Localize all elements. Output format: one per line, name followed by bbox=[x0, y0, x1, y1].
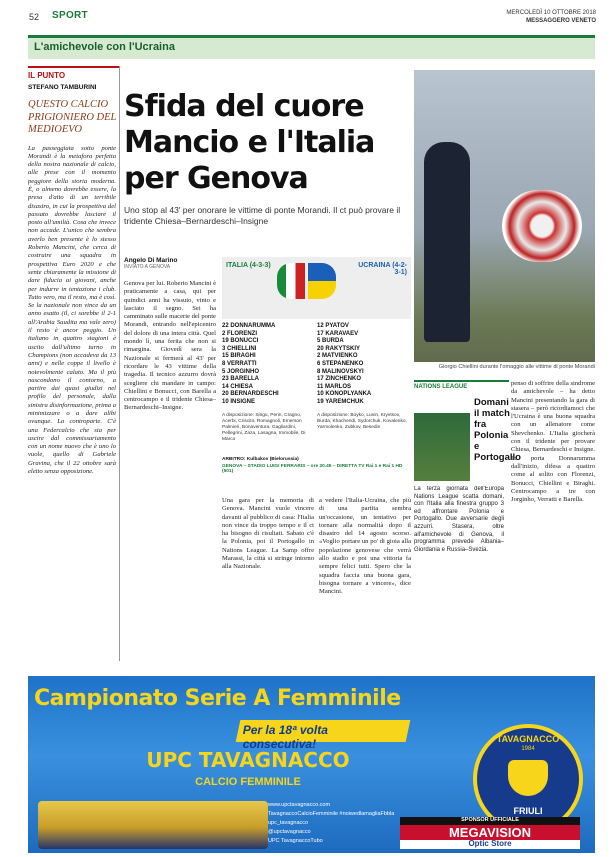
team-italy: ITALIA (4-3-3) bbox=[226, 262, 271, 269]
column-body: La passeggiata sotto ponte Morandi è la metafora perfetta della nostra nazionale di calcio, alle prese con il momento peggiore della storia moderna. È, o almeno dovrebbe essere, la presa d'atto di un terribile disastro, in cui la prospettiva del passato dovrebbe lasciare il posto all'umiltà. Cosa che invece non accade. L'unico che sembra averlo ben presente è lo stesso Roberto Mancini, che cerca di costruire una squadra in prospettiva Euro 2020 e che sente chiaramente la missione di dare fiducia ai giovani, anche per indurre in tentazione i club. Tutto vero, ma il resto, ma è così. Se la nazionale non vince da un anno esatto (il, ci sarebbe il 2-1 all'Arabia Saudita ma vale zero) il resto è ancor peggio. Un italiano in quattro stagioni è uscito dall'ultimo turno in Champions (non accadeva da 13 anni) e nelle coppe il livello è notevolmente calato. Ma il più nascondono il contorno, a partire dai quasi giudizi nel profilo del personale, dalla sinistra disinformazione, prima a minimizzare o a dare alibi ovunque. La controparte. C'è una Federcalcio che sta per uscire dal commissariamento con un nome nuovo che è uno lo vuole, quello di Gabriele Gravina, che il 22 ottobre sarà eletto senza opposizione. bbox=[28, 144, 116, 476]
column-author: STEFANO TAMBURINI bbox=[28, 84, 97, 91]
social-link[interactable]: upc_tavagnacco bbox=[268, 820, 309, 826]
advertisement bbox=[28, 676, 595, 853]
side-title: Domani il match fra Polonia e Portogallo bbox=[474, 397, 521, 463]
social-link[interactable]: TavagnaccoCalcioFemminile #noiwedlamagliaFbbla bbox=[268, 811, 395, 817]
italy-player: 22 DONNARUMMA bbox=[222, 323, 276, 329]
sponsor-label: SPONSOR UFFICIALE bbox=[400, 817, 580, 825]
italy-player: 20 BERNARDESCHI bbox=[222, 391, 279, 398]
ad-club-sub: CALCIO FEMMINILE bbox=[195, 776, 301, 788]
social-link[interactable]: www.upctavagnacco.com bbox=[268, 802, 331, 808]
ukraine-bench: A disposizione: Boyko, Lunin, Kryvtsov, Burda, Khacheridi, Sydorchuk, Kovalenko, Yarmolenko, Zubkov, Besedin bbox=[317, 413, 407, 430]
side-label: NATIONS LEAGUE bbox=[414, 380, 509, 390]
ad-tagline-banner bbox=[236, 720, 411, 751]
sponsor-box bbox=[400, 817, 580, 849]
section-banner-text: L'amichevole con l'Ucraina bbox=[34, 41, 175, 53]
italy-player: 3 CHIELLINI bbox=[222, 345, 257, 352]
ukraine-flag-icon bbox=[308, 263, 336, 299]
side-body: La terza giornata dell'Europa Nations League scatta domani, con l'Italia alla finestra gruppo 3 ed affrontare Polonia e Portogallo. Due avversarie degli azzurri. Stasera, oltre all'amichevole di Genova, il programma prevede Albania–Giordania e Russia–Svezia. bbox=[414, 486, 504, 553]
left-column bbox=[28, 66, 120, 661]
subheadline: Uno stop al 43' per onorare le vittime di ponte Morandi. Il ct può provare il tridente Chiesa–Bernardeschi–Insigne bbox=[124, 205, 401, 226]
italy-player: 8 VERRATTI bbox=[222, 360, 257, 367]
italy-player: 14 CHIESA bbox=[222, 383, 254, 390]
eagle-icon bbox=[508, 760, 548, 796]
page-number: 52 bbox=[29, 12, 40, 22]
byline-name: Angelo Di Marino bbox=[124, 257, 178, 264]
ukraine-player: 6 STEPANENKO bbox=[317, 360, 364, 367]
column-title: QUESTO CALCIO PRIGIONIERO DEL MEDIOEVO bbox=[28, 99, 117, 135]
social-link[interactable]: @upctavagnacco bbox=[268, 829, 311, 835]
lineup-box bbox=[222, 257, 411, 492]
sponsor-name: MEGAVISION bbox=[400, 825, 580, 840]
italy-player: 19 BONUCCI bbox=[222, 338, 259, 345]
section-label: SPORT bbox=[52, 10, 88, 21]
article-col-3: a vedere l'Italia-Ucraina, che più di una partita sembra un'occasione, un tentativo per tornare alla normalità dopo il disastro del 14 agosto scorso. «Voglio portare un po' di gioia alla popolazione genovese che verrà allo stadio e poi una vittoria fa sempre felici tutti. Spero che la squadra faccia una buona gara, bisogna tornare a vincere», dice Mancini. bbox=[319, 497, 411, 596]
italy-lineup bbox=[222, 323, 312, 407]
ukraine-player: 17 KARAVAEV bbox=[317, 330, 359, 337]
ukraine-player: 10 KONOPLYANKA bbox=[317, 391, 372, 398]
wreath-image bbox=[502, 190, 582, 262]
social-link[interactable]: UPC TavagnaccoTubo bbox=[268, 838, 323, 844]
ukraine-player: 8 MALINOVSKYI bbox=[317, 368, 364, 375]
ukraine-player: 12 PYATOV bbox=[317, 323, 349, 329]
photo-caption: Giorgio Chiellini durante l'omaggio alle vittime di ponte Morandi bbox=[438, 364, 595, 370]
ukraine-player: 2 MATVIENKO bbox=[317, 353, 358, 360]
crest-bottom-text: FRIULI bbox=[513, 806, 543, 816]
masthead: MESSAGGERO VENETO bbox=[526, 18, 596, 24]
section-banner bbox=[28, 35, 595, 59]
crest-top-text: TAVAGNACCO bbox=[496, 734, 560, 744]
player-figure bbox=[424, 142, 470, 342]
ukraine-player: 19 YAREMCHUK bbox=[317, 398, 364, 405]
flags-area bbox=[222, 257, 411, 319]
article-col-1: Genova per lui. Roberto Mancini è praticamente a casa, qui per quindici anni ha vissuto, vinto e lasciato il segno. Sei ha camminato sulle macerie del ponte Morandi, entrando nell'epicentro del dolore di una intera città. Quel mondo lì, una ferita che non si rimargina. Giovedì sera la Nazionale si fermerà al 43' per ricordare le 43 vittime della tragedia. Il tecnico azzurro dovrà scegliere chi mandare in campo: Chiellini e Bonucci, con Barella a centrocampo e il tridente Chiesa–Bernardeschi–Insigne. bbox=[124, 280, 216, 412]
crest-year: 1984 bbox=[521, 746, 535, 752]
article-col-2: Una gara per la memoria di Genova. Mancini vuole vincere davanti al pubblico di casa: l'Italia non vince da troppo tempo e il ct ha bisogno di risultati. Sabato c'è la Polonia, poi il Portogallo in Nations League. La Samp offre Marassi, la città si stringe intorno alla Nazionale. bbox=[222, 497, 314, 571]
byline-sub: INVIATO A GENOVA bbox=[124, 264, 171, 270]
sponsor-sub: Optic Store bbox=[468, 839, 512, 848]
byline bbox=[124, 257, 216, 270]
ukraine-player: 17 ZINCHENKO bbox=[317, 376, 362, 383]
ukraine-player: 20 RAKYTSKIY bbox=[317, 345, 361, 352]
divider bbox=[28, 66, 119, 68]
side-article bbox=[414, 380, 521, 668]
italy-flag-icon bbox=[277, 263, 305, 299]
italy-player: 2 FLORENZI bbox=[222, 330, 258, 337]
referee: ARBITRO: Kulbakov (Bielorussia) bbox=[222, 457, 299, 462]
italy-bench: A disposizione: Sirigu, Perin, Cragno, Acerbi, Criscito, Romagnoli, Emerson Palmieri, Bonaventura, Gagliardini, Pellegrini, Zaza, Lasagna, Immobile, Di Marco bbox=[222, 413, 306, 442]
team-photo bbox=[38, 801, 268, 849]
column-label: IL PUNTO bbox=[28, 71, 66, 80]
main-headline: Sfida del cuore Mancio e l'Italia per Genova bbox=[124, 89, 375, 196]
side-photo bbox=[414, 413, 470, 481]
team-ukraine: UCRAINA (4-2-3-1) bbox=[358, 262, 407, 276]
ad-tagline: Per la 18ª volta consecutiva! bbox=[242, 723, 328, 751]
italy-player: 15 BIRAGHI bbox=[222, 353, 256, 360]
ad-club: UPC TAVAGNACCO bbox=[146, 748, 350, 772]
ukraine-player: 5 BURDA bbox=[317, 338, 344, 345]
date: MERCOLEDÌ 10 OTTOBRE 2018 bbox=[506, 10, 596, 16]
page-header bbox=[0, 0, 615, 30]
chiellini-photo bbox=[414, 70, 595, 362]
ad-title: Campionato Serie A Femminile bbox=[34, 686, 401, 711]
right-column: penso di soffrire della sindrome da amichevole – ha detto Mancini presentando la gara di stasera – però ricordiamoci che l'Ucraina è una buona squadra con un allenatore come Shevchenko. L'Italia giocherà con il tridente per provare Chiesa, Bernardeschi e Insigne. In porta Donnarumma dall'inizio, difesa a quattro come al solito con Florenzi, Bonucci, Chiellini e Biraghi. Centrocampo a tre con Jorginho, Verratti e Barella. bbox=[511, 380, 595, 504]
italy-player: 10 INSIGNE bbox=[222, 398, 256, 405]
venue: GENOVA – STADIO LUIGI FERRARIS – ore 20.45 – DIRETTA TV Rai 1 e Rai 1 HD (501) bbox=[222, 464, 403, 474]
dateline bbox=[506, 9, 596, 25]
ukraine-player: 11 MARLOS bbox=[317, 383, 352, 390]
ukraine-lineup bbox=[317, 323, 409, 407]
italy-player: 23 BARELLA bbox=[222, 376, 260, 383]
italy-player: 5 JORGINHO bbox=[222, 368, 260, 375]
